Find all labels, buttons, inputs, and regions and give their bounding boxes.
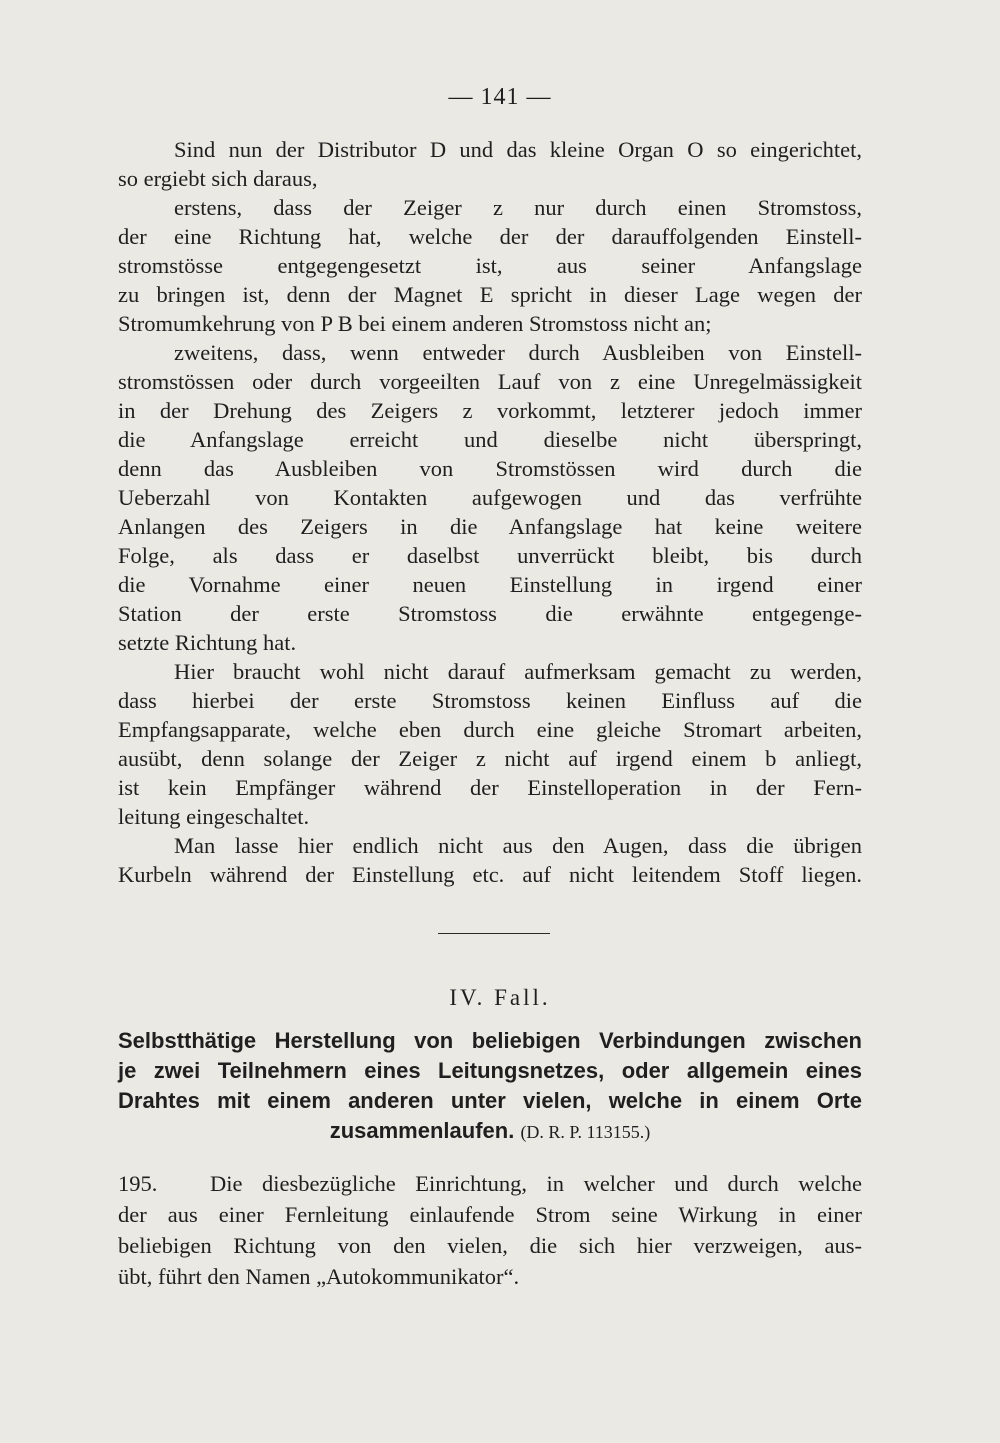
text-line: Kurbeln während der Einstellung etc. auf nicht leitendem Stoff liegen. — [118, 862, 862, 887]
paragraph-195 — [118, 1168, 862, 1292]
text-line: zu bringen ist, denn der Magnet E spricht in dieser Lage wegen der — [118, 282, 862, 307]
text-line: zweitens, dass, wenn entweder durch Ausbleiben von Einstell- — [174, 340, 862, 365]
patent-reference: (D. R. P. 113155.) — [520, 1122, 651, 1142]
section-heading — [118, 1026, 862, 1146]
heading-line: Selbstthätige Herstellung von beliebigen Verbindungen zwischen — [118, 1028, 862, 1053]
text-line: Ueberzahl von Kontakten aufgewogen und das verfrühte — [118, 485, 862, 510]
text-line: Hier braucht wohl nicht darauf aufmerksam gemacht zu werden, — [174, 659, 862, 684]
text-line: in der Drehung des Zeigers z vorkommt, letzterer jedoch immer — [118, 398, 862, 423]
text-line: Empfangsapparate, welche eben durch eine gleiche Stromart arbeiten, — [118, 717, 862, 742]
text-line: Stromumkehrung von P B bei einem anderen Stromstoss nicht an; — [118, 311, 712, 336]
text-line: ist kein Empfänger während der Einstelloperation in der Fern- — [118, 775, 862, 800]
paragraph-line — [118, 1168, 862, 1199]
text-line: ausübt, denn solange der Zeiger z nicht auf irgend einem b anliegt, — [118, 746, 862, 771]
section-number: 195. — [118, 1171, 158, 1196]
heading-line: zusammenlaufen. — [329, 1118, 515, 1143]
heading-line: Drahtes mit einem anderen unter vielen, welche in einem Orte — [118, 1088, 862, 1113]
text-line: die Anfangslage erreicht und dieselbe nicht überspringt, — [118, 427, 862, 452]
paragraph-line-text: Die diesbezügliche Einrichtung, in welcher und durch welche — [210, 1171, 862, 1196]
heading-line: je zwei Teilnehmern eines Leitungsnetzes, oder allgemein eines — [118, 1058, 862, 1083]
text-line: Anlangen des Zeigers in die Anfangslage hat keine weitere — [118, 514, 862, 539]
text-line: stromstössen oder durch vorgeeilten Lauf von z eine Unregelmässigkeit — [118, 369, 862, 394]
page-number: — 141 — — [448, 84, 552, 110]
paragraph-line: beliebigen Richtung von den vielen, die sich hier verzweigen, aus- — [118, 1233, 862, 1258]
text-line: stromstösse entgegengesetzt ist, aus seiner Anfangslage — [118, 253, 862, 278]
text-line: so ergiebt sich daraus, — [118, 166, 318, 191]
text-line: Station der erste Stromstoss die erwähnte entgegenge- — [118, 601, 862, 626]
text-line: dass hierbei der erste Stromstoss keinen Einfluss auf die — [118, 688, 862, 713]
section-separator — [438, 933, 550, 934]
paragraph-line: übt, führt den Namen „Autokommunikator“. — [118, 1264, 520, 1289]
text-line: der eine Richtung hat, welche der der darauffolgenden Einstell- — [118, 224, 862, 249]
main-text — [118, 135, 862, 889]
heading-last-line — [118, 1116, 862, 1146]
text-line: Man lasse hier endlich nicht aus den Augen, dass die übrigen — [174, 833, 862, 858]
text-line: denn das Ausbleiben von Stromstössen wird durch die — [118, 456, 862, 481]
text-line: setzte Richtung hat. — [118, 630, 297, 655]
text-line: erstens, dass der Zeiger z nur durch einen Stromstoss, — [174, 195, 862, 220]
text-line: Folge, als dass er daselbst unverrückt bleibt, bis durch — [118, 543, 862, 568]
text-line: Sind nun der Distributor D und das kleine Organ O so eingerichtet, — [174, 137, 862, 162]
text-line: leitung eingeschaltet. — [118, 804, 310, 829]
paragraph-line: der aus einer Fernleitung einlaufende Strom seine Wirkung in einer — [118, 1202, 862, 1227]
text-line: die Vornahme einer neuen Einstellung in irgend einer — [118, 572, 862, 597]
case-label: IV. Fall. — [449, 985, 551, 1010]
